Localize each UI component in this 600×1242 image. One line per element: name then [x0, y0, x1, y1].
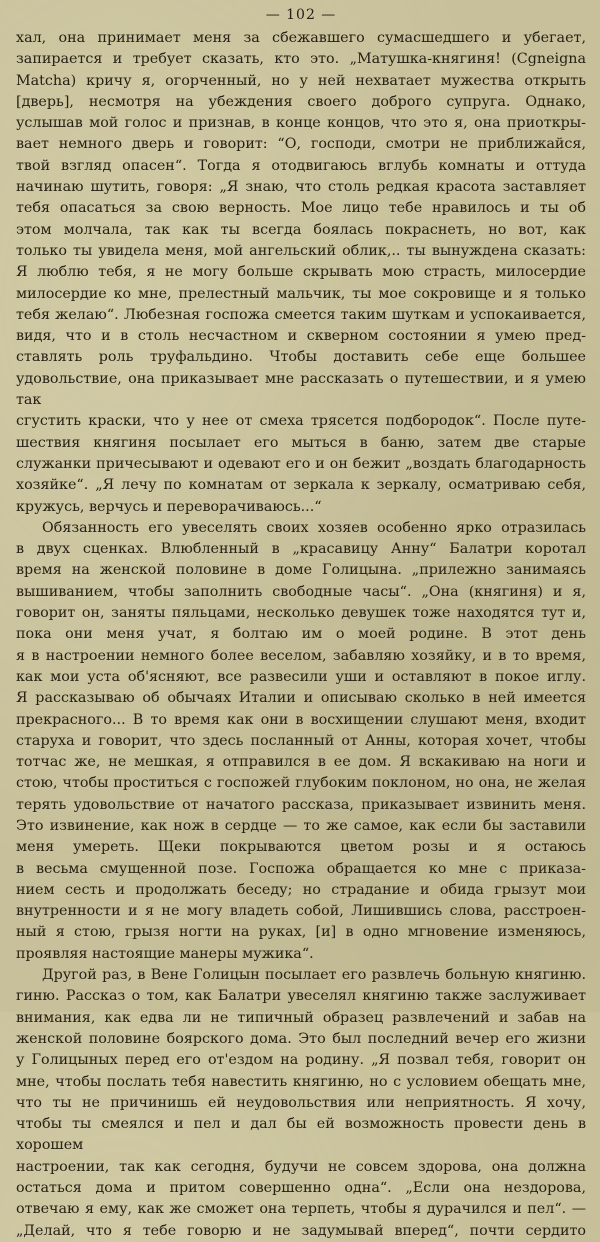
text-line: время на женской половине в доме Голицына. „прилежно занимаясь: [16, 562, 586, 579]
text-line: шествия княгиня посылает его мыться в баню, затем две старые: [16, 434, 586, 451]
text-line: служанки причесывают и одевают его и он бежит „воздать благодарность: [16, 455, 586, 472]
text-line: Я люблю тебя, я не могу больше скрывать мою страсть, милосердие: [16, 264, 586, 281]
text-line: пока они меня учат, я болтаю им о моей родине. В этот день: [16, 626, 586, 643]
text-line: тотчас же, не мешкая, я отправился в ее дом. Я вскакиваю на ноги и: [16, 754, 586, 771]
text-line: ный я стою, грызя ногти на руках, [и] в одно мгновение изменяюсь,: [16, 924, 586, 941]
text-line: мне, чтобы послать тебя навестить княгиню, но с условием обещать мне,: [16, 1073, 586, 1090]
text-line: старуха и говорит, что здесь посланный от Анны, которая хочет, чтобы: [16, 732, 586, 749]
text-line: внутренности и я не могу владеть собой, Лишившись слова, расстроен-: [16, 903, 586, 920]
text-line: твой взгляд опасен“. Тогда я отодвигаюсь вглубь комнаты и оттуда: [16, 157, 586, 174]
text-line: настроении, так как сегодня, будучи не совсем здорова, она должна: [16, 1158, 586, 1175]
text-line: Обязанность его увеселять своих хозяев особенно ярко отразилась: [42, 519, 586, 536]
text-line: говорит он, заняты пяльцами, несколько девушек тоже находятся тут и,: [16, 605, 586, 622]
text-line: гиню. Рассказ о том, как Балатри увеселял княгиню также заслуживает: [16, 988, 586, 1005]
body-text: [16, 28, 586, 1242]
text-line: женской половине боярского дома. Это был последний вечер его жизни: [16, 1030, 586, 1047]
text-line: тебя желаю“. Любезная госпожа смеется таким шуткам и успокаивается,: [16, 306, 586, 323]
text-line: сгустить краски, что у нее от смеха трясется подбородок“. После путе-: [16, 413, 586, 430]
text-line: нием сесть и продолжать беседу; но страдание и обида грызут мои: [16, 881, 586, 898]
text-line: вышиванием, чтобы заполнить свободные часы“. „Она (княгиня) и я,: [16, 583, 586, 600]
text-line: прекрасного... В то время как они в восхищении слушают меня, входит: [16, 711, 586, 728]
text-line: вает немного дверь и говорит: “О, господи, смотри не приближайся,: [16, 136, 586, 153]
text-line: проявляя настоящие манеры мужика“.: [16, 945, 314, 962]
text-line: милосердие ко мне, прелестный мальчик, ты мое сокровище и я только: [16, 285, 586, 302]
text-line: ставлять роль труфальдино. Чтобы доставить себе еще большее: [16, 349, 586, 366]
text-line: только ты увидела меня, мой ангельский облик,.. ты вынуждена сказать:: [16, 242, 586, 259]
text-line: в весьма смущенной позе. Госпожа обращается ко мне с приказа-: [16, 860, 586, 877]
text-line: „Делай, что я тебе говорю и не задумывай вперед“, почти сердито: [16, 1222, 586, 1239]
text-line: хозяйке“. „Я лечу по комнатам от зеркала к зеркалу, осматриваю себя,: [16, 477, 586, 494]
text-line: стою, чтобы проститься с госпожей глубоким поклоном, но она, не желая: [16, 775, 586, 792]
text-line: Другой раз, в Вене Голицын посылает его развлечь больную княгиню.: [42, 967, 586, 984]
text-line: я в настроении немного более веселом, забавляю хозяйку, и в то время,: [16, 647, 586, 664]
text-line: Я рассказываю об обычаях Италии и описываю сколько в ней имеется: [16, 690, 586, 707]
text-line: тебя опасаться за свою верность. Мое лицо тебе нравилось и ты об: [16, 200, 586, 217]
text-line: меня умереть. Щеки покрываются цветом розы и я остаюсь: [16, 839, 586, 856]
text-line: удовольствие, она приказывает мне рассказать о путешествии, и я умею так: [16, 370, 586, 409]
text-line: начинаю шутить, говоря: „Я знаю, что столь редкая красота заставляет: [16, 179, 586, 196]
text-line: услышав мой голос и признав, в конце концов, что это я, она приоткры-: [16, 115, 586, 132]
text-line: остаться дома и притом совершенно одна“. „Если она нездорова,: [16, 1180, 586, 1197]
text-line: как мои уста об'ясняют, все развесили уши и оставляют в покое иглу.: [16, 668, 586, 685]
text-line: отвечаю я ему, как же сможет она терпеть, чтобы я дурачился и пел“. —: [16, 1201, 586, 1218]
text-line: терять удовольствие от начатого рассказа, приказывает извинить меня.: [16, 796, 586, 813]
text-line: этом молчала, так как ты всегда боялась покраснеть, но вот, как: [16, 221, 586, 238]
text-line: видя, что и в столь несчастном и скверном состоянии я умею пред-: [16, 328, 586, 345]
text-line: запирается и требует сказать, кто это. „Матушка-княгиня! (Cgneigna: [16, 51, 586, 68]
text-line: в двух сценках. Влюбленный в „красавицу Анну“ Балатри коротал: [16, 541, 586, 558]
text-line: что ты не причинишь ей неудовольствия или неприятность. Я хочу,: [16, 1094, 586, 1111]
text-line: внимания, как едва ли не типичный образец развлечений и забав на: [16, 1009, 586, 1026]
text-line: чтобы ты смеялся и пел и дал бы ей возможность провести день в хорошем: [16, 1116, 586, 1154]
text-line: хал, она принимает меня за сбежавшего сумасшедшего и убегает,: [16, 30, 586, 46]
text-line: у Голицыных перед его от'ездом на родину. „Я позвал тебя, говорит он: [16, 1052, 586, 1069]
page-number: — 102 —: [265, 7, 337, 23]
text-line: Matcha) кричу я, огорченный, но у ней нехватает мужества открыть: [16, 72, 586, 89]
text-line: [дверь], несмотря на убеждения своего доброго супруга. Однако,: [16, 93, 586, 110]
text-line: кружусь, верчусь и переворачиваюсь...“: [16, 498, 322, 515]
text-line: Это извинение, как нож в сердце — то же самое, как если бы заставили: [16, 817, 586, 834]
